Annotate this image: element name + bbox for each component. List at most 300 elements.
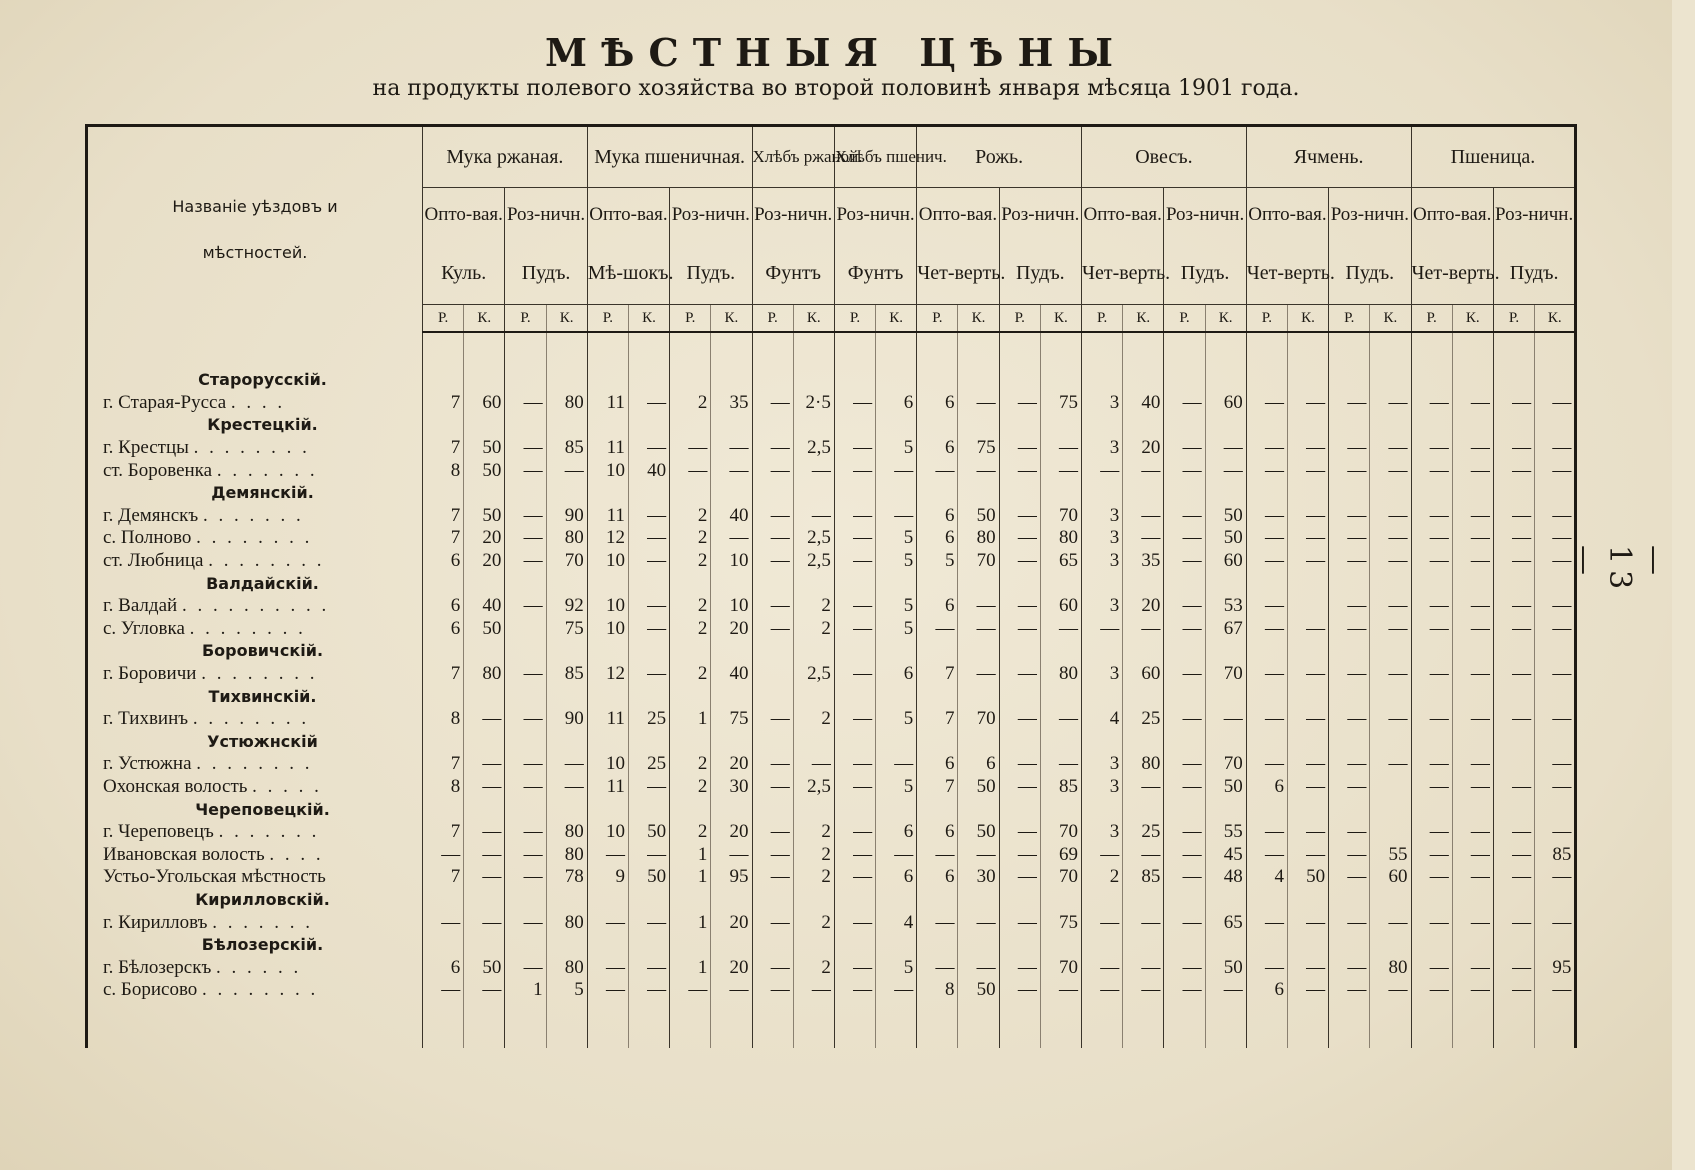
unit-header: Чет-верть. (917, 242, 999, 305)
empty-cell (1040, 731, 1081, 754)
page-subtitle: на продукты полевого хозяйства во второй половинѣ января мѣсяца 1901 года. (372, 76, 1300, 101)
ruble-value: — (1411, 843, 1452, 866)
kopeck-value: — (1535, 708, 1576, 731)
kopeck-value: — (1123, 618, 1164, 641)
ruble-value: — (1493, 663, 1534, 686)
empty-cell (752, 889, 793, 912)
locality-name: г. Череповецъ (103, 821, 214, 843)
ruble-value: — (505, 663, 546, 686)
kopeck-value: — (1287, 550, 1328, 573)
ruble-header: Р. (1246, 305, 1287, 333)
kopeck-value: 6 (876, 866, 917, 889)
kopeck-value (1370, 776, 1411, 799)
ruble-value: 3 (1082, 505, 1123, 528)
kopeck-value: 2·5 (793, 392, 834, 415)
kopeck-value: 5 (546, 979, 587, 1002)
ruble-value: — (1411, 753, 1452, 776)
kopeck-value: — (628, 595, 669, 618)
ruble-value: — (999, 459, 1040, 482)
kopeck-value: 50 (958, 821, 999, 844)
ruble-value: — (1082, 843, 1123, 866)
ruble-value: — (1493, 956, 1534, 979)
empty-cell (711, 731, 752, 754)
ruble-value: 6 (1246, 776, 1287, 799)
ruble-value: — (834, 595, 875, 618)
ruble-value: 7 (423, 821, 464, 844)
kopeck-value: 65 (1040, 550, 1081, 573)
kopeck-value: — (958, 595, 999, 618)
spacer-cell (1040, 332, 1081, 369)
empty-cell (752, 934, 793, 957)
table-row (87, 550, 1576, 573)
empty-cell (834, 889, 875, 912)
kopeck-value: — (1452, 527, 1493, 550)
ruble-value: — (1329, 595, 1370, 618)
sale-type-header: Опто-вая. (1411, 188, 1493, 243)
kopeck-value: 50 (958, 776, 999, 799)
ruble-value: 11 (587, 505, 628, 528)
ruble-value: — (752, 527, 793, 550)
ruble-value: 6 (917, 753, 958, 776)
kopeck-value: 60 (1370, 866, 1411, 889)
unit-header: Пудъ. (670, 242, 752, 305)
ruble-header: Р. (917, 305, 958, 333)
kopeck-value: — (1370, 437, 1411, 460)
kopeck-value: 60 (1205, 392, 1246, 415)
kopeck-value: 20 (1123, 437, 1164, 460)
empty-cell (1493, 685, 1534, 708)
empty-cell (876, 640, 917, 663)
ruble-value: — (1246, 663, 1287, 686)
locality-name: с. Полново (103, 527, 192, 549)
kopeck-value: 80 (1040, 663, 1081, 686)
ruble-value: — (1329, 956, 1370, 979)
ruble-value: — (1329, 618, 1370, 641)
empty-cell (628, 414, 669, 437)
kopeck-value: — (628, 911, 669, 934)
ruble-value: — (752, 392, 793, 415)
empty-cell (876, 414, 917, 437)
kopeck-header: К. (1535, 305, 1576, 333)
district-row (87, 482, 1576, 505)
ruble-value: — (1329, 550, 1370, 573)
locality-name: ст. Любница (103, 550, 204, 572)
empty-cell (1452, 482, 1493, 505)
ruble-value: — (1493, 392, 1534, 415)
ruble-value: 8 (423, 776, 464, 799)
ruble-value: 2 (670, 527, 711, 550)
kopeck-value: — (1535, 459, 1576, 482)
kopeck-value: — (546, 459, 587, 482)
kopeck-value: — (1370, 618, 1411, 641)
district-name: Старорусскій. (87, 369, 423, 392)
empty-cell (1082, 369, 1123, 392)
table-row (87, 821, 1576, 844)
ruble-value: 10 (587, 595, 628, 618)
kopeck-value: — (1452, 392, 1493, 415)
ruble-value: — (1164, 618, 1205, 641)
ruble-value: — (505, 866, 546, 889)
empty-cell (505, 572, 546, 595)
dot-leader: . . . . . . . . (192, 708, 310, 730)
ruble-value: 2 (670, 663, 711, 686)
empty-cell (834, 731, 875, 754)
empty-cell (1535, 572, 1576, 595)
empty-cell (628, 640, 669, 663)
district-row (87, 731, 1576, 754)
ruble-value: — (1246, 708, 1287, 731)
empty-cell (1329, 369, 1370, 392)
unit-header: Фунтъ (834, 242, 916, 305)
kopeck-value: — (1205, 459, 1246, 482)
spacer-cell (752, 332, 793, 369)
kopeck-value: — (1452, 911, 1493, 934)
empty-cell (505, 889, 546, 912)
kopeck-value: — (1123, 911, 1164, 934)
kopeck-value: — (1040, 459, 1081, 482)
empty-cell (1287, 731, 1328, 754)
ruble-value: — (999, 550, 1040, 573)
empty-cell (1040, 934, 1081, 957)
ruble-value: 6 (917, 437, 958, 460)
empty-cell (1082, 889, 1123, 912)
empty-cell (1123, 934, 1164, 957)
ruble-value: — (752, 459, 793, 482)
empty-cell (793, 572, 834, 595)
spacer-cell (1123, 1002, 1164, 1048)
ruble-value: — (1493, 911, 1534, 934)
spacer-row (87, 332, 1576, 369)
table-row (87, 595, 1576, 618)
empty-cell (917, 685, 958, 708)
ruble-value: — (1411, 595, 1452, 618)
spacer-cell (958, 332, 999, 369)
empty-cell (999, 414, 1040, 437)
ruble-value: — (505, 776, 546, 799)
ruble-value: 9 (587, 866, 628, 889)
ruble-value: — (1493, 866, 1534, 889)
kopeck-value: 75 (1040, 392, 1081, 415)
kopeck-value: — (628, 527, 669, 550)
ruble-value: — (1411, 821, 1452, 844)
empty-cell (546, 482, 587, 505)
ruble-value (752, 663, 793, 686)
ruble-value: — (1329, 392, 1370, 415)
kopeck-value: 5 (876, 595, 917, 618)
kopeck-header: К. (628, 305, 669, 333)
ruble-value: — (587, 956, 628, 979)
ruble-value: — (1411, 956, 1452, 979)
empty-cell (711, 414, 752, 437)
locality-name: с. Борисово (103, 979, 198, 1001)
ruble-value: 6 (423, 595, 464, 618)
ruble-value: 10 (587, 618, 628, 641)
ruble-header: Р. (587, 305, 628, 333)
ruble-value: 11 (587, 437, 628, 460)
district-name: Валдайскій. (87, 572, 423, 595)
ruble-value: — (834, 956, 875, 979)
ruble-value: — (505, 459, 546, 482)
ruble-value: — (1246, 753, 1287, 776)
empty-cell (1287, 369, 1328, 392)
empty-cell (1123, 731, 1164, 754)
kopeck-value: 5 (876, 618, 917, 641)
kopeck-value: 25 (628, 708, 669, 731)
ruble-value: — (752, 708, 793, 731)
empty-cell (917, 934, 958, 957)
sale-type-header: Опто-вая. (587, 188, 669, 243)
district-name: Череповецкій. (87, 798, 423, 821)
empty-cell (1535, 414, 1576, 437)
ruble-value: 2 (670, 776, 711, 799)
empty-cell (1329, 798, 1370, 821)
ruble-header: Р. (423, 305, 464, 333)
kopeck-value: 20 (464, 550, 505, 573)
spacer-cell (752, 1002, 793, 1048)
empty-cell (1123, 685, 1164, 708)
unit-header: Пудъ. (1493, 242, 1575, 305)
empty-cell (1205, 640, 1246, 663)
kopeck-value: 2 (793, 595, 834, 618)
ruble-value: — (1164, 550, 1205, 573)
empty-cell (670, 572, 711, 595)
empty-cell (1164, 572, 1205, 595)
empty-cell (1535, 369, 1576, 392)
kopeck-value: 60 (1040, 595, 1081, 618)
kopeck-value: — (711, 843, 752, 866)
ruble-value: — (752, 843, 793, 866)
ruble-value: — (999, 776, 1040, 799)
ruble-value: — (917, 618, 958, 641)
empty-cell (423, 798, 464, 821)
empty-cell (1493, 414, 1534, 437)
empty-cell (917, 889, 958, 912)
ruble-value: 11 (587, 776, 628, 799)
spacer-cell (876, 332, 917, 369)
ruble-value: — (999, 392, 1040, 415)
ruble-value: 3 (1082, 776, 1123, 799)
empty-cell (917, 731, 958, 754)
empty-cell (793, 414, 834, 437)
empty-cell (1082, 640, 1123, 663)
ruble-value: 6 (917, 866, 958, 889)
empty-cell (1040, 640, 1081, 663)
ruble-value: 6 (917, 595, 958, 618)
ruble-value: — (917, 956, 958, 979)
spacer-cell (1246, 332, 1287, 369)
empty-cell (1452, 731, 1493, 754)
dot-leader: . . . . . . (216, 956, 302, 978)
district-row (87, 572, 1576, 595)
kopeck-value: 60 (464, 392, 505, 415)
kopeck-value: 80 (546, 821, 587, 844)
ruble-value: — (834, 527, 875, 550)
ruble-value: — (752, 437, 793, 460)
empty-cell (1082, 482, 1123, 505)
kopeck-value: — (628, 437, 669, 460)
kopeck-value: — (1452, 437, 1493, 460)
kopeck-value: 50 (464, 459, 505, 482)
kopeck-value: — (876, 753, 917, 776)
kopeck-value: — (711, 459, 752, 482)
ruble-value: 12 (587, 527, 628, 550)
ruble-value (505, 618, 546, 641)
kopeck-value (1370, 821, 1411, 844)
empty-cell (1082, 798, 1123, 821)
ruble-value: — (752, 618, 793, 641)
kopeck-value: 78 (546, 866, 587, 889)
kopeck-value: 50 (958, 979, 999, 1002)
kopeck-value: — (1535, 550, 1576, 573)
kopeck-value: 70 (1040, 956, 1081, 979)
ruble-value: 6 (423, 618, 464, 641)
ruble-value: — (834, 911, 875, 934)
product-group-header: Мука ржаная. (423, 126, 588, 188)
kopeck-value: — (1287, 911, 1328, 934)
empty-cell (1411, 482, 1452, 505)
kopeck-value: 60 (1205, 550, 1246, 573)
locality-cell (87, 663, 423, 686)
kopeck-value: — (1287, 437, 1328, 460)
kopeck-value: 75 (1040, 911, 1081, 934)
kopeck-value: 85 (546, 437, 587, 460)
ruble-value: 11 (587, 708, 628, 731)
kopeck-value: — (1452, 459, 1493, 482)
empty-cell (999, 640, 1040, 663)
ruble-value: — (1246, 618, 1287, 641)
kopeck-value: — (1287, 527, 1328, 550)
ruble-value: — (834, 753, 875, 776)
kopeck-value: — (1452, 753, 1493, 776)
kopeck-value: 5 (876, 550, 917, 573)
locality-name: г. Валдай (103, 595, 178, 617)
kopeck-value: — (1205, 437, 1246, 460)
kopeck-value: — (628, 550, 669, 573)
empty-cell (670, 640, 711, 663)
kopeck-value: — (464, 821, 505, 844)
empty-cell (1452, 934, 1493, 957)
kopeck-value: 80 (1040, 527, 1081, 550)
empty-cell (1205, 889, 1246, 912)
ruble-value: — (1411, 663, 1452, 686)
kopeck-header: К. (464, 305, 505, 333)
ruble-value: — (1246, 911, 1287, 934)
ruble-value: — (1164, 708, 1205, 731)
unit-header: Фунтъ (752, 242, 834, 305)
kopeck-value: 67 (1205, 618, 1246, 641)
empty-cell (1370, 369, 1411, 392)
empty-cell (876, 798, 917, 821)
locality-name: г. Тихвинъ (103, 708, 189, 730)
kopeck-value: 2,5 (793, 437, 834, 460)
empty-cell (1329, 414, 1370, 437)
kopeck-value: 20 (711, 911, 752, 934)
empty-cell (1123, 798, 1164, 821)
dot-leader: . . . . . . . (216, 459, 318, 481)
empty-cell (958, 572, 999, 595)
kopeck-value: 80 (546, 527, 587, 550)
ruble-header: Р. (1493, 305, 1534, 333)
ruble-value: — (1411, 866, 1452, 889)
empty-cell (1535, 798, 1576, 821)
empty-cell (505, 482, 546, 505)
ruble-value: 10 (587, 459, 628, 482)
table-row (87, 459, 1576, 482)
empty-cell (711, 572, 752, 595)
ruble-value: 6 (917, 527, 958, 550)
ruble-value: — (1164, 437, 1205, 460)
empty-cell (1246, 798, 1287, 821)
ruble-value: 3 (1082, 527, 1123, 550)
product-group-header: Ячмень. (1246, 126, 1411, 188)
spacer-cell (1246, 1002, 1287, 1048)
ruble-value: 10 (587, 550, 628, 573)
ruble-value: — (1493, 505, 1534, 528)
kopeck-value: 20 (711, 956, 752, 979)
empty-cell (464, 414, 505, 437)
spacer-cell (1535, 332, 1576, 369)
ruble-value: — (1411, 392, 1452, 415)
empty-cell (1246, 640, 1287, 663)
sale-type-header: Роз-ничн. (1164, 188, 1246, 243)
kopeck-value: — (546, 776, 587, 799)
spacer-cell (793, 1002, 834, 1048)
dot-leader: . . . . . . . . (189, 617, 306, 639)
ruble-value: 5 (917, 550, 958, 573)
empty-cell (1123, 482, 1164, 505)
kopeck-value: — (1452, 550, 1493, 573)
ruble-value: — (1082, 911, 1123, 934)
empty-cell (464, 934, 505, 957)
empty-cell (1493, 934, 1534, 957)
table-row (87, 979, 1576, 1002)
empty-cell (1370, 640, 1411, 663)
dot-leader: . . . . . . . (212, 911, 313, 933)
spacer-cell (1040, 1002, 1081, 1048)
ruble-value: 4 (1246, 866, 1287, 889)
empty-cell (546, 640, 587, 663)
ruble-value: — (752, 979, 793, 1002)
price-table-header (87, 126, 1576, 333)
kopeck-value: 75 (711, 708, 752, 731)
empty-cell (958, 685, 999, 708)
kopeck-value: 50 (464, 956, 505, 979)
kopeck-value: 20 (711, 821, 752, 844)
locality-name: ст. Боровенка (103, 459, 213, 481)
spacer-cell (876, 1002, 917, 1048)
kopeck-header: К. (1123, 305, 1164, 333)
empty-cell (834, 482, 875, 505)
ruble-value: — (1164, 595, 1205, 618)
kopeck-value: — (1123, 505, 1164, 528)
ruble-value: — (1082, 618, 1123, 641)
sale-type-header: Опто-вая. (1246, 188, 1328, 243)
ruble-value: — (834, 866, 875, 889)
ruble-value: — (1329, 776, 1370, 799)
ruble-value: — (917, 911, 958, 934)
kopeck-value: — (1535, 437, 1576, 460)
empty-cell (505, 414, 546, 437)
empty-cell (587, 798, 628, 821)
kopeck-header: К. (1287, 305, 1328, 333)
ruble-value: — (587, 911, 628, 934)
kopeck-value: — (1452, 843, 1493, 866)
empty-cell (1205, 798, 1246, 821)
kopeck-header: К. (711, 305, 752, 333)
sale-type-header: Роз-ничн. (1329, 188, 1411, 243)
spacer-cell (587, 1002, 628, 1048)
ruble-value: — (1164, 505, 1205, 528)
